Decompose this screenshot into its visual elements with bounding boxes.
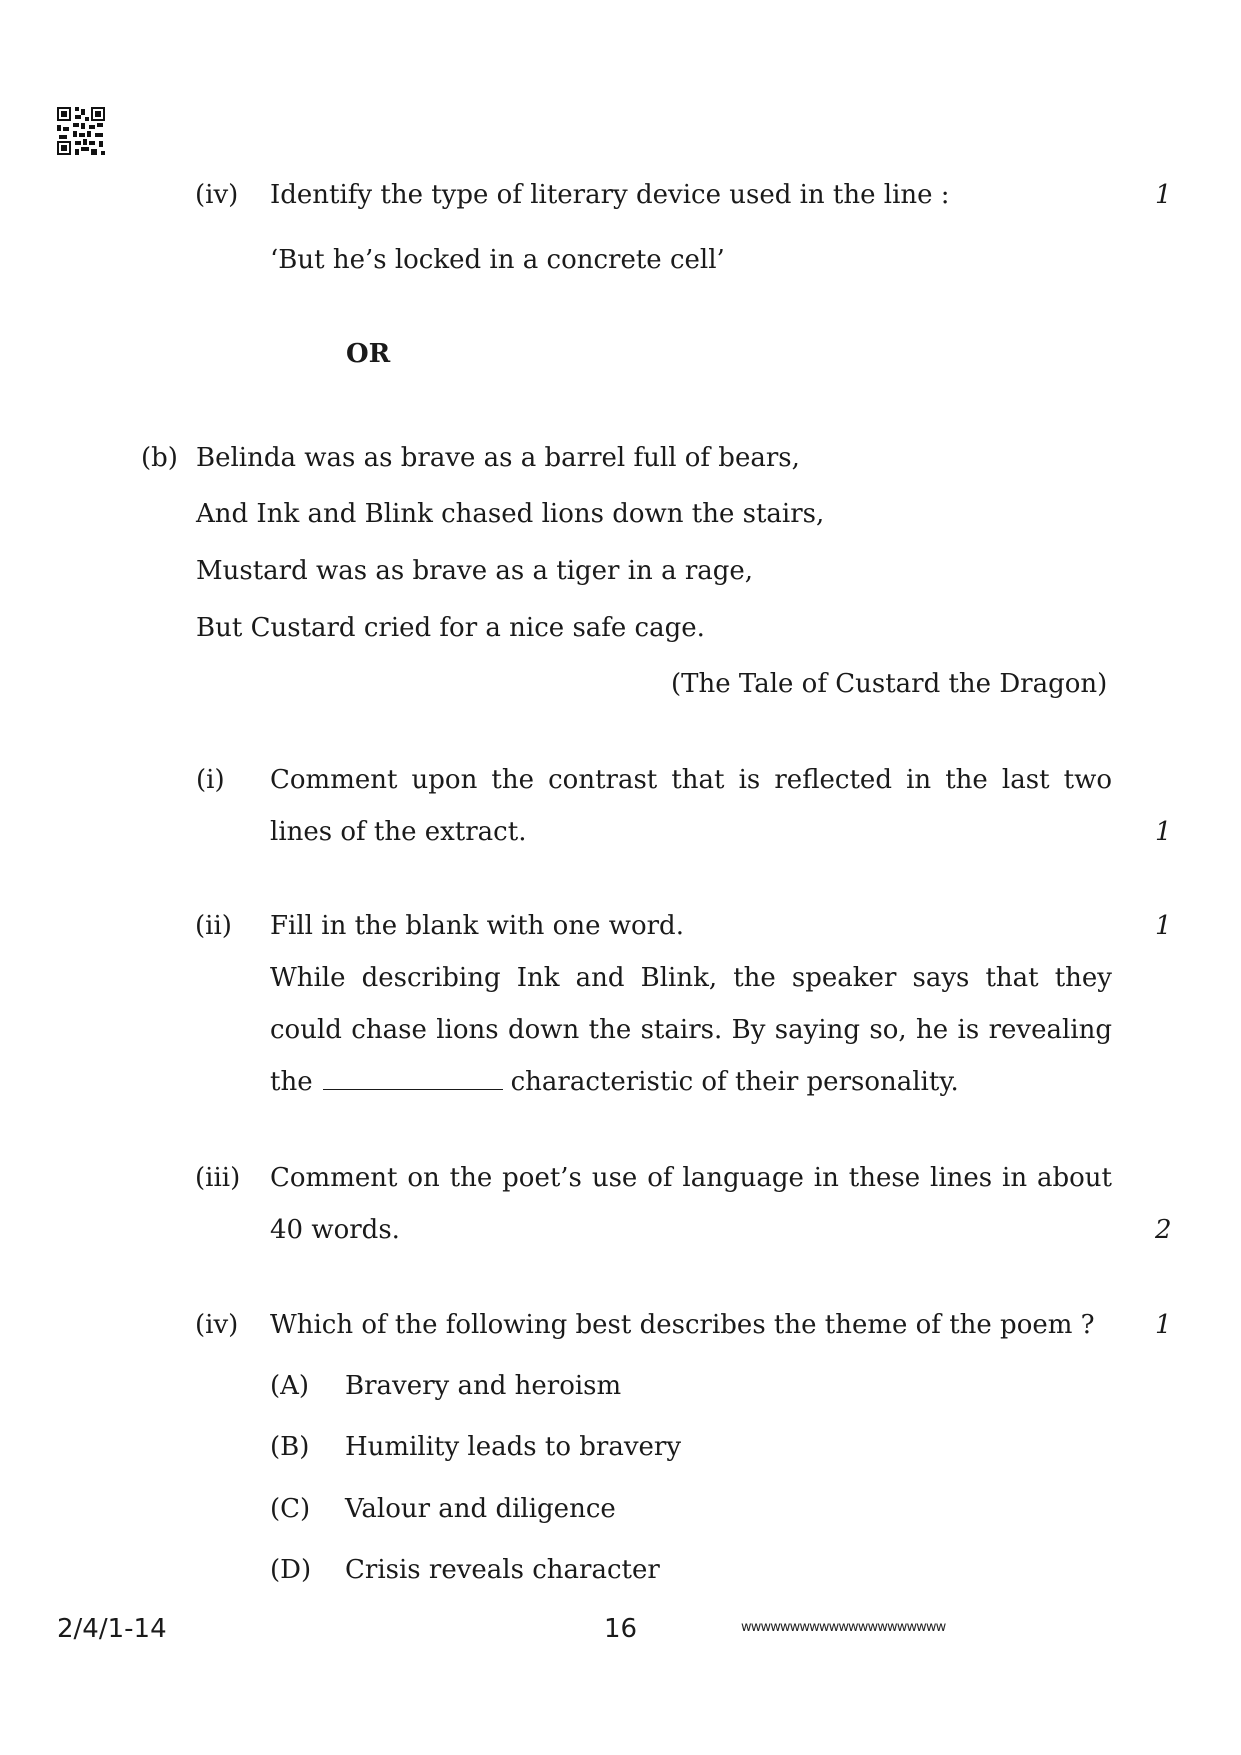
option-text: Valour and diligence [345, 1494, 616, 1524]
question-number: (iv) [195, 180, 239, 210]
extract-line: But Custard cried for a nice safe cage. [196, 613, 705, 643]
fill-blank-line [270, 1067, 959, 1097]
question-text: lines of the extract. [270, 817, 527, 847]
question-text: could chase lions down the stairs. By saying so, he is revealing [270, 1015, 1112, 1045]
option-label: (B) [270, 1432, 310, 1462]
question-number: (ii) [195, 911, 232, 941]
option-label: (A) [270, 1371, 310, 1401]
question-text: Comment upon the contrast that is reflected in the last two [270, 765, 1112, 795]
question-number: (iv) [195, 1310, 239, 1340]
question-text: Identify the type of literary device used in the line : [270, 180, 950, 210]
answer-blank [323, 1069, 503, 1090]
qr-code-icon [57, 107, 105, 155]
question-text: 40 words. [270, 1215, 400, 1245]
marks: 1 [1155, 1310, 1172, 1340]
extract-line: And Ink and Blink chased lions down the stairs, [196, 499, 825, 529]
marks: 1 [1155, 180, 1172, 210]
marks: 1 [1155, 817, 1172, 847]
question-number: (iii) [195, 1163, 241, 1193]
option-text: Bravery and heroism [345, 1371, 622, 1401]
paper-code: 2/4/1-14 [57, 1614, 167, 1644]
option-label: (C) [270, 1494, 311, 1524]
extract-source: (The Tale of Custard the Dragon) [671, 669, 1108, 699]
option-text: Humility leads to bravery [345, 1432, 682, 1462]
option-label: (D) [270, 1555, 312, 1585]
question-text: Which of the following best describes the theme of the poem ? [270, 1310, 1095, 1340]
fill-blank-text-after: characteristic of their personality. [510, 1067, 959, 1097]
page-number: 16 [604, 1614, 638, 1644]
quoted-line: ‘But he’s locked in a concrete cell’ [270, 245, 725, 275]
question-text: Comment on the poet’s use of language in these lines in about [270, 1163, 1112, 1193]
question-text: Fill in the blank with one word. [270, 911, 684, 941]
footer-decoration: wwwwwwwwwwwwwwwwwwwww [741, 1620, 946, 1635]
part-label: (b) [141, 443, 178, 473]
or-separator: OR [346, 339, 391, 369]
fill-blank-text-before: the [270, 1067, 313, 1097]
marks: 2 [1155, 1215, 1172, 1245]
extract-line: Mustard was as brave as a tiger in a rage, [196, 556, 754, 586]
option-text: Crisis reveals character [345, 1555, 660, 1585]
marks: 1 [1155, 911, 1172, 941]
extract-line: Belinda was as brave as a barrel full of bears, [196, 443, 800, 473]
question-text: While describing Ink and Blink, the speaker says that they [270, 963, 1112, 993]
question-number: (i) [196, 765, 225, 795]
